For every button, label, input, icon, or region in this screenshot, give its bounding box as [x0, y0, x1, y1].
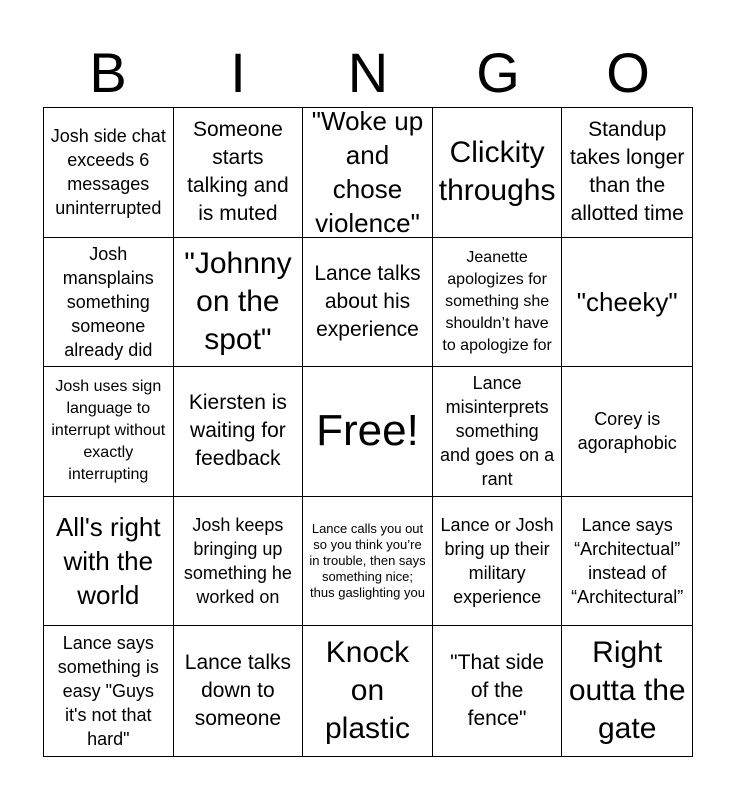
cell-text: Lance misinterprets something and goes on a rant: [440, 373, 555, 490]
bingo-cell-r1c3[interactable]: [303, 108, 433, 238]
bingo-cell-r4c3[interactable]: [303, 497, 433, 627]
title-letter-o: O: [606, 41, 650, 104]
cell-text: Kiersten is waiting for feedback: [188, 391, 287, 471]
bingo-cell-r5c5[interactable]: [562, 626, 692, 756]
cell-text: Knock on plastic: [324, 636, 411, 746]
title-letter-g: G: [476, 41, 520, 104]
bingo-cell-r2c3[interactable]: [303, 238, 433, 368]
cell-text: Standup takes longer than the allotted time: [569, 118, 685, 226]
cell-text: Lance or Josh bring up their military experience: [440, 515, 554, 608]
bingo-cell-r2c5[interactable]: [562, 238, 692, 368]
title-letter-b: B: [89, 41, 127, 104]
bingo-cell-r4c5[interactable]: [562, 497, 692, 627]
bingo-cell-r3c1[interactable]: [44, 367, 174, 497]
cell-text: Lance says “Architectual” instead of “Architectural”: [571, 515, 684, 608]
cell-text: Right outta the gate: [568, 636, 686, 746]
bingo-cell-r1c5[interactable]: [562, 108, 692, 238]
bingo-cell-r3c4[interactable]: [433, 367, 563, 497]
cell-text: Clickity throughs: [438, 136, 556, 208]
free-space-text: Free!: [316, 406, 419, 456]
bingo-cell-r1c4[interactable]: [433, 108, 563, 238]
cell-text: Lance talks about his experience: [314, 261, 421, 341]
cell-text: Josh mansplains something someone already did: [62, 243, 154, 360]
bingo-cell-r4c4[interactable]: [433, 497, 563, 627]
cell-text: "Johnny on the spot": [184, 246, 292, 356]
cell-text: "cheeky": [576, 286, 678, 317]
bingo-cell-r4c1[interactable]: [44, 497, 174, 627]
bingo-cell-r4c2[interactable]: [174, 497, 304, 627]
cell-text: Lance calls you out so you think you’re in trouble, then says something nice; thus gaslighting you: [309, 521, 426, 601]
cell-text: Someone starts talking and is muted: [187, 118, 289, 226]
bingo-cell-free[interactable]: [303, 367, 433, 497]
bingo-cell-r5c2[interactable]: [174, 626, 304, 756]
bingo-cell-r5c3[interactable]: [303, 626, 433, 756]
cell-text: "Woke up and chose violence": [311, 108, 424, 238]
cell-text: "That side of the fence": [450, 651, 545, 731]
bingo-cell-r3c2[interactable]: [174, 367, 304, 497]
cell-text: Josh keeps bringing up something he worked on: [183, 515, 292, 608]
bingo-cell-r1c1[interactable]: [44, 108, 174, 238]
bingo-cell-r2c1[interactable]: [44, 238, 174, 368]
bingo-cell-r3c5[interactable]: [562, 367, 692, 497]
cell-text: All's right with the world: [55, 512, 161, 611]
cell-text: Jeanette apologizes for something she shouldn’t have to apologize for: [442, 248, 552, 354]
title-letter-i: I: [230, 41, 246, 104]
cell-text: Lance talks down to someone: [184, 651, 291, 731]
bingo-cell-r2c2[interactable]: [174, 238, 304, 368]
title-letter-n: N: [347, 41, 389, 104]
bingo-cell-r5c4[interactable]: [433, 626, 563, 756]
cell-text: Lance says something is easy "Guys it's not that hard": [57, 633, 159, 750]
bingo-cell-r2c4[interactable]: [433, 238, 563, 368]
cell-text: Josh side chat exceeds 6 messages uninterrupted: [50, 126, 166, 219]
bingo-cell-r5c1[interactable]: [44, 626, 174, 756]
bingo-title: [43, 38, 693, 108]
cell-text: Josh uses sign language to interrupt without exactly interrupting: [51, 378, 166, 484]
bingo-cell-r1c2[interactable]: [174, 108, 304, 238]
bingo-board: [43, 107, 693, 757]
cell-text: Corey is agoraphobic: [577, 409, 677, 454]
